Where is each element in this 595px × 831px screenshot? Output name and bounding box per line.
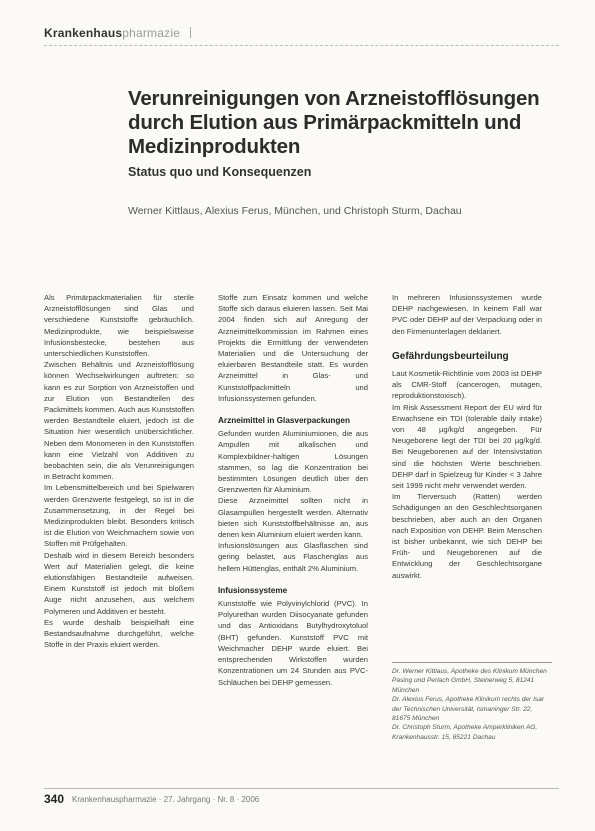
subheading-glass: Arzneimittel in Glasverpackungen	[218, 416, 350, 426]
affiliation: Dr. Christoph Sturm, Apotheke Amperkliniken AG, Krankenhausstr. 15, 85221 Dachau	[392, 724, 538, 741]
paragraph: Im Risk Assessment Report der EU wird für Erwachsene ein TDI (tolerable daily intake) von 48 µg/kg/d angegeben. Für Neugeborene liegt der TDI bei 20 µg/kg/d. Bei Neugeborenen auf der Intensivstation sind die höchsten Werte beschrieben. DEHP darf in Spielzeug für Kinder < 3 Jahre seit 1999 nicht mehr verwendet werden.	[392, 402, 542, 491]
affiliation: Dr. Alexius Ferus, Apotheke Klinikum rechts der Isar der Technischen Universität, Ismaninger Str. 22, 81675 München	[392, 696, 545, 723]
text-column-3	[392, 292, 542, 581]
subheading-infusion: Infusionssysteme	[218, 585, 288, 595]
paragraph: Stoffe zum Einsatz kommen und welche Stoffe sich daraus eluieren lassen. Seit Mai 2004 finden sich auf Anregung der Arzneimittelkommission im Rahmen eines Projekts die Ermittlung der verwendeten Materialien und die Untersuchung der eluierbaren Bestandteile statt. Es wurden Arzneimittel in Glas- und Kunststoffpackmitteln und Infusionssystemen gefunden.	[218, 293, 368, 403]
paragraph: Laut Kosmetik-Richtlinie vom 2003 ist DEHP als CMR-Stoff (cancerogen, mutagen, reproduktionstoxisch).	[392, 369, 542, 401]
text-column-1	[44, 292, 194, 651]
paragraph: Infusionslösungen aus Glasflaschen sind gering belastet, aus Flaschenglas aus hellem Hüttenglas, enthält 2% Aluminium.	[218, 541, 368, 573]
article-subtitle: Status quo und Konsequenzen	[128, 165, 312, 179]
journal-info: Krankenhauspharmazie · 27. Jahrgang · Nr. 8 · 2006	[72, 795, 260, 804]
header-rule	[44, 45, 559, 46]
paragraph: Als Primärpackmaterialien für sterile Arzneistofflösungen sind Glas und verschiedene Kunststoffe gebräuchlich. Medizinprodukte, wie beispielsweise Infusionsbestecke, bestehen aus unterschiedlichen Kunststoffen.	[44, 293, 194, 359]
text-column-2	[218, 292, 368, 688]
article-authors: Werner Kittlaus, Alexius Ferus, München, und Christoph Sturm, Dachau	[128, 205, 462, 217]
paragraph: Gefunden wurden Aluminiumionen, die aus Ampullen mit alkalischen und Komplexbildner-haltigen Lösungen stammen, so lag die Konzentration bei bestimmten Lösungen deutlich über den Grenzwerten für Aluminium.	[218, 429, 368, 495]
subheading-risk: Gefährdungsbeurteilung	[392, 350, 509, 362]
paragraph: Im Lebensmittelbereich und bei Spielwaren werden Grenzwerte festgelegt, so ist in die Zusammensetzung, in der Regel bei Medizinprodukten bleibt. Besonders kritisch ist die Elution von Weichmachern sowie von Stoffen mit Prüfgehalten.	[44, 483, 194, 549]
footer-rule	[44, 788, 559, 789]
page-footer	[44, 792, 259, 806]
paragraph: Deshalb wird in diesem Bereich besonders Wert auf Materialien gelegt, die keine elutionsfähigen Bestandteile aufweisen. Einem Kunststoff ist jedoch mit bloßem Auge nicht anzusehen, aus welchem Polymeren und Additiven er besteht.	[44, 550, 194, 616]
article-title: Verunreinigungen von Arzneistofflösungen durch Elution aus Primärpackmitteln und Medizinprodukten	[128, 87, 540, 158]
header-divider	[190, 27, 191, 38]
paragraph: Es wurde deshalb beispielhaft eine Bestandsaufnahme durchgeführt, welche Stoffe in der Praxis eluiert werden.	[44, 617, 194, 650]
paragraph: In mehreren Infusionssystemen wurde DEHP nachgewiesen. In keinem Fall war PVC oder DEHP auf der Verpackung oder in den Firmenunterlagen deklariert.	[392, 293, 542, 336]
affiliation: Dr. Werner Kittlaus, Apotheke des Klinikum München Pasing und Perlach GmbH, Steinerweg 5, 81241 München	[392, 668, 547, 694]
paragraph: Kunststoffe wie Polyvinylchlorid (PVC). In Polyurethan wurden Diisocyanate gefunden und das Antioxidans Butylhydroxytoluol (BHT) gefunden. Kunststoff PVC mit Weichmacher DEHP wurde eluiert. Bei entsprechenden Wirkstoffen wurden Konzentrationen um 24 Stunden aus PVC-Schläuchen bei DEHP gemessen.	[218, 599, 368, 687]
section-header	[44, 26, 191, 40]
section-name-light: pharmazie	[122, 26, 181, 40]
paragraph: Zwischen Behältnis und Arzneistofflösung können Wechselwirkungen auftreten: so kann es zur Sorption von Arzneistoffen und zur Elution von Bestandteilen des Packmittels kommen. Auch aus Kunststoffen werden Bestandteile eluiert, jedoch ist die Situation hier wesentlich unübersichtlicher. Neben dem Monomeren in den Kunststoffen kann eine Vielzahl von Additiven zu beobachten sein, die als Verunreinigungen in Betracht kommen.	[44, 360, 194, 482]
author-affiliations	[392, 662, 552, 742]
section-name-bold: Krankenhaus	[44, 26, 123, 40]
paragraph: Im Tierversuch (Ratten) werden Schädigungen an den Geschlechtsorganen beschrieben, aber auch an den Organen nach Exposition von DEHP. Beim Menschen ist bisher unbekannt, wie sich DEHP bei Früh- und Neugeborenen auf die Entwicklung der Geschlechtsorgane auswirkt.	[392, 492, 542, 580]
page-number: 340	[44, 792, 65, 806]
paragraph: Diese Arzneimittel sollten nicht in Glasampullen hergestellt werden. Alternativ bieten sich Kunststoffbehältnisse an, aus denen kein Aluminium eluiert werden kann.	[218, 496, 368, 540]
